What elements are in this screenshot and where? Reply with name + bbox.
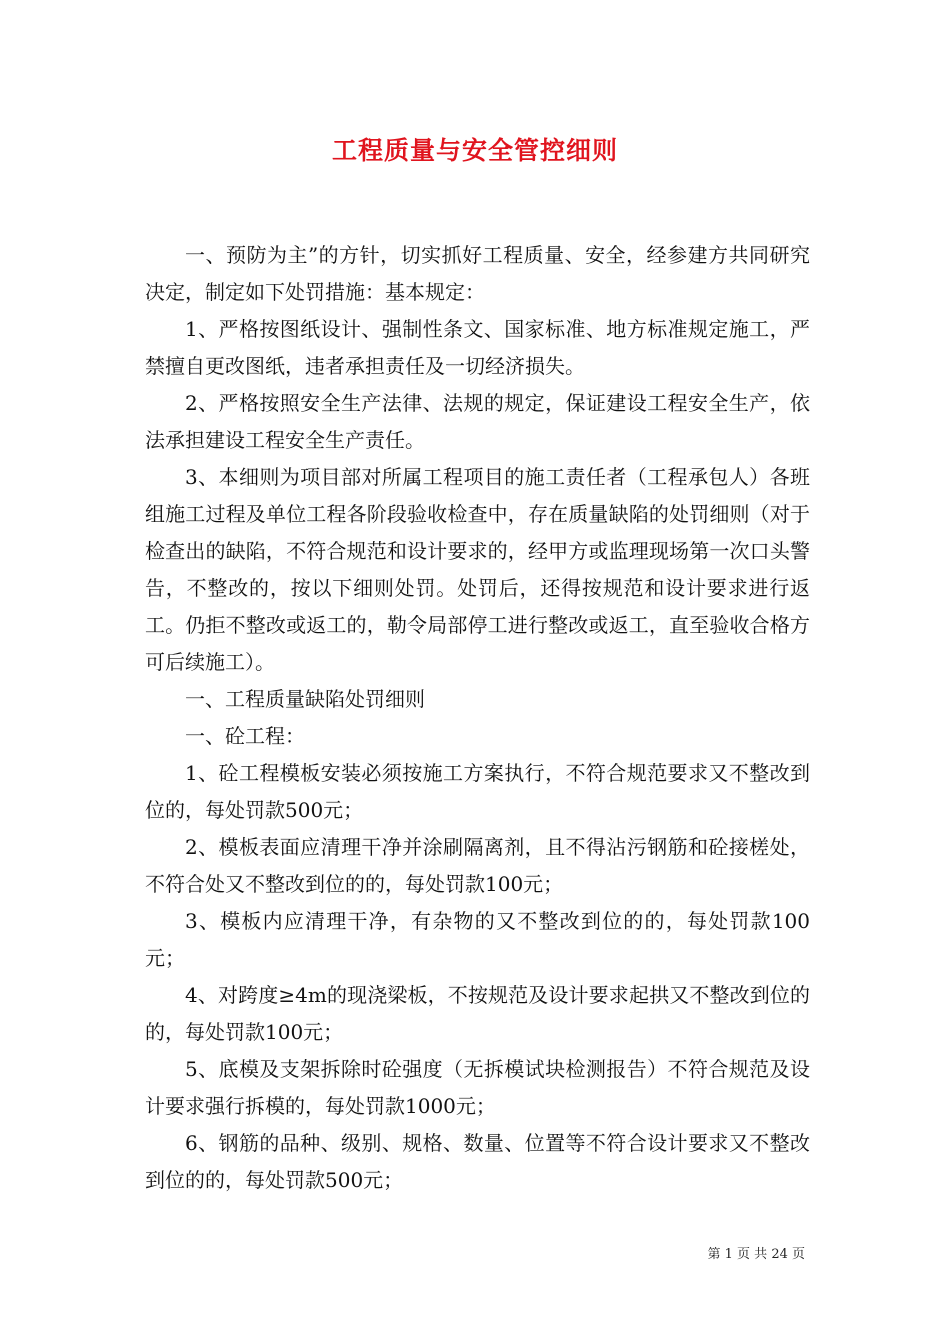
section-heading: 一、工程质量缺陷处罚细则	[185, 687, 425, 711]
document-body	[145, 237, 810, 1199]
page-number-footer: 第 1 页 共 24 页	[707, 1247, 805, 1262]
paragraph: 5、底模及支架拆除时砼强度（无拆模试块检测报告）不符合规范及设计要求强行拆模的，每处罚款1000元；	[145, 1057, 810, 1118]
paragraph: 3、模板内应清理干净，有杂物的又不整改到位的的，每处罚款100元；	[145, 909, 810, 970]
paragraph: 6、钢筋的品种、级别、规格、数量、位置等不符合设计要求又不整改到位的的，每处罚款500元；	[145, 1131, 810, 1192]
document-title: 工程质量与安全管控细则	[331, 136, 618, 165]
paragraph: 一、预防为主”的方针，切实抓好工程质量、安全，经参建方共同研究决定，制定如下处罚措施：基本规定：	[145, 243, 810, 304]
subsection-heading: 一、砼工程：	[185, 724, 305, 748]
paragraph: 4、对跨度≥4m的现浇梁板，不按规范及设计要求起拱又不整改到位的的，每处罚款100元；	[145, 983, 810, 1044]
paragraph: 1、严格按图纸设计、强制性条文、国家标准、地方标准规定施工，严禁擅自更改图纸，违者承担责任及一切经济损失。	[145, 317, 810, 378]
paragraph: 3、本细则为项目部对所属工程项目的施工责任者（工程承包人）各班组施工过程及单位工程各阶段验收检查中，存在质量缺陷的处罚细则（对于检查出的缺陷，不符合规范和设计要求的，经甲方或监理现场第一次口头警告，不整改的，按以下细则处罚。处罚后，还得按规范和设计要求进行返工。仍拒不整改或返工的，勒令局部停工进行整改或返工，直至验收合格方可后续施工）。	[145, 465, 810, 674]
paragraph: 2、模板表面应清理干净并涂刷隔离剂，且不得沾污钢筋和砼接槎处，不符合处又不整改到位的的，每处罚款100元；	[145, 835, 810, 896]
paragraph: 2、严格按照安全生产法律、法规的规定，保证建设工程安全生产，依法承担建设工程安全生产责任。	[145, 391, 810, 452]
paragraph: 1、砼工程模板安装必须按施工方案执行，不符合规范要求又不整改到位的，每处罚款500元；	[145, 761, 810, 822]
